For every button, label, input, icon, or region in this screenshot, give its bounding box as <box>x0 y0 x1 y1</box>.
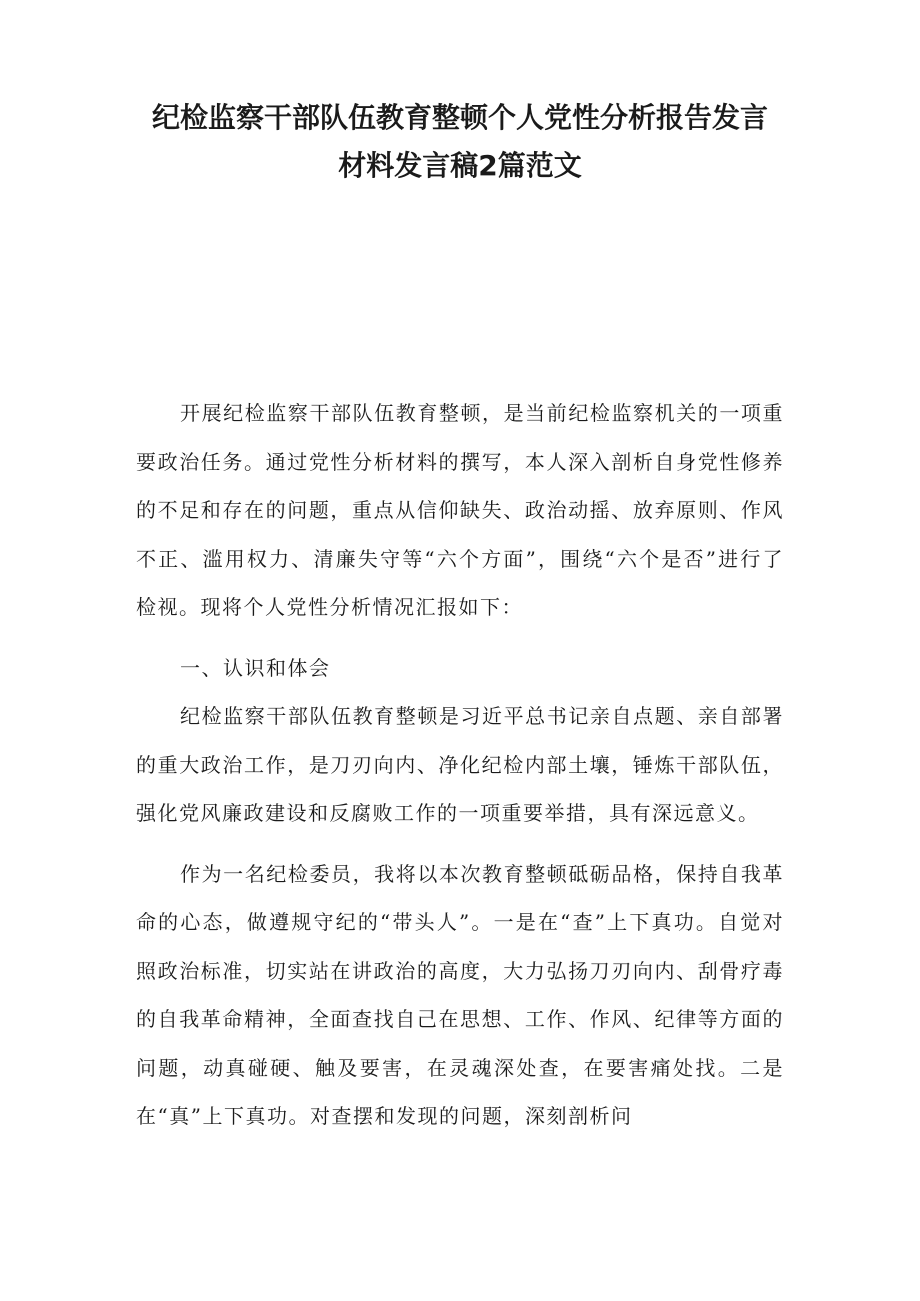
title-line-2: 材料发言稿2篇范文 <box>338 149 582 182</box>
document-title <box>120 94 800 190</box>
section-heading-1: 一、认识和体会 <box>180 655 331 680</box>
title-line-1: 纪检监察干部队伍教育整顿个人党性分析报告发言 <box>151 101 768 134</box>
paragraph-2: 作为一名纪检委员，我将以本次教育整顿砥砺品格，保持自我革命的心态，做遵规守纪的“带头人”。一是在“查”上下真功。自觉对照政治标准，切实站在讲政治的高度，大力弘扬刀刃向内、刮骨疗毒的自我革命精神，全面查找自己在思想、工作、作风、纪律等方面的问题，动真碰硬、触及要害，在灵魂深处查，在要害痛处找。二是在“真”上下真功。对查摆和发现的问题，深刻剖析问 <box>136 861 784 1128</box>
intro-paragraph: 开展纪检监察干部队伍教育整顿，是当前纪检监察机关的一项重要政治任务。通过党性分析材料的撰写，本人深入剖析自身党性修养的不足和存在的问题，重点从信仰缺失、政治动摇、放弃原则、作风不正、滥用权力、清廉失守等“六个方面”，围绕“六个是否”进行了检视。现将个人党性分析情况汇报如下： <box>136 401 784 619</box>
paragraph-1: 纪检监察干部队伍教育整顿是习近平总书记亲自点题、亲自部署的重大政治工作，是刀刃向内、净化纪检内部土壤，锤炼干部队伍，强化党风廉政建设和反腐败工作的一项重要举措，具有深远意义。 <box>136 704 784 825</box>
document-body <box>136 389 784 1141</box>
